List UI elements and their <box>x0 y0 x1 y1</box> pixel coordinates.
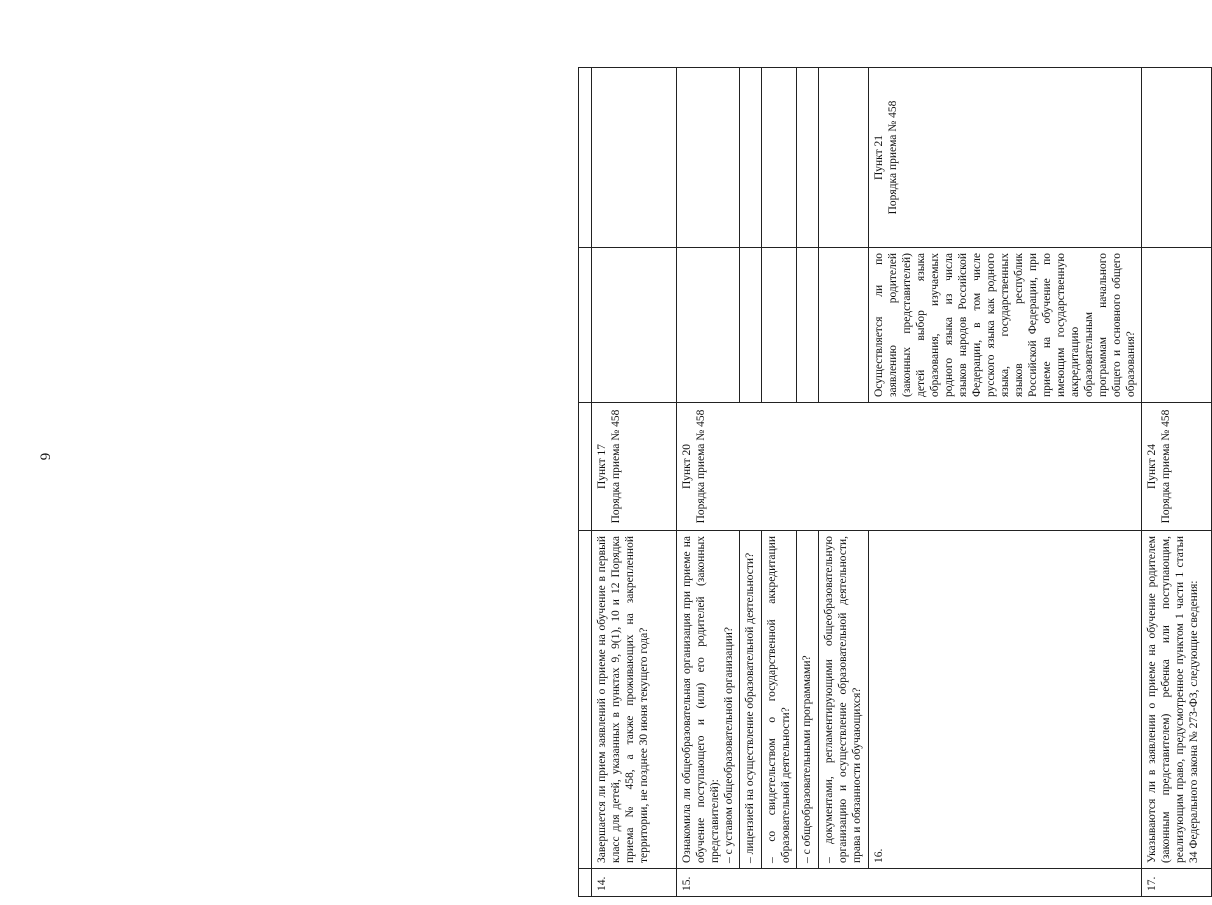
question-text: Завершается ли прием заявлений о приеме на обучение в первый класс для детей, указанных в пунктах 9, 9(1), 10 и 12 Порядка приема № 458, а также проживающих на закрепленной территории, не позднее 30 июня текущего года? <box>592 531 677 869</box>
reference-clause: Пункт 20 <box>681 443 693 490</box>
sub-question: – со свидетельством о государственной аккредитации образовательной деятельности? <box>762 531 797 869</box>
question-text: Ознакомила ли общеобразовательная организация при приеме на обучение поступающего и (или) его родителей (законных представителей): – с уставом общеобразовательной организации? <box>677 531 740 869</box>
reference-cell <box>592 403 677 531</box>
answer-cell <box>797 248 819 403</box>
reference-document: Порядка приема № 458 <box>695 409 707 524</box>
header-cell <box>579 869 592 897</box>
answer-cell <box>819 248 869 403</box>
header-cell <box>579 248 592 403</box>
sub-question: – лицензией на осуществление образовательной деятельности? <box>740 531 762 869</box>
header-cell <box>579 403 592 531</box>
table-row <box>592 68 677 897</box>
row-number: 15. <box>677 869 1142 897</box>
header-cell <box>579 531 592 869</box>
question-text: Осуществляется ли по заявлению родителей (законных представителей) детей выбор языка образования, изучаемых родного языка из числа языков народов Российской Федерации, в том числе русского языка как родного языка, государственных языков республик Российской Федерации, при приеме на обучение по имеющим государственную аккредитацию образовательным программам начального общего и основного общего образования? <box>869 248 1142 403</box>
header-cell <box>579 68 592 248</box>
reference-cell <box>677 403 1142 531</box>
sub-question: – документами, регламентирующими общеобразовательную организацию и осуществление образовательной деятельности, права и обязанности обучающихся? <box>819 531 869 869</box>
page-number: 6 <box>36 452 53 461</box>
reference-document: Порядка приема № 458 <box>1160 409 1172 524</box>
note-cell <box>762 68 797 248</box>
answer-cell <box>677 248 740 403</box>
row-number: 16. <box>869 531 1142 869</box>
reference-clause: Пункт 24 <box>1146 443 1158 490</box>
row-number: 17. <box>1142 869 1212 897</box>
table-row <box>1142 68 1212 897</box>
reference-cell <box>1142 403 1212 531</box>
row-number: 14. <box>592 869 677 897</box>
note-cell <box>592 68 677 248</box>
question-text: Указываются ли в заявлении о приеме на обучение родителем (законным представителем) ребенка или поступающим, реализующим право, предусмотренное пунктом 1 части 1 статьи 34 Федерального закона № 273-ФЗ, следующие сведения: <box>1142 531 1212 869</box>
answer-cell <box>740 248 762 403</box>
note-cell <box>677 68 740 248</box>
reference-clause: Пункт 21 <box>873 134 885 181</box>
checklist-table <box>578 67 1212 897</box>
answer-cell <box>1142 248 1212 403</box>
note-cell <box>797 68 819 248</box>
answer-cell <box>592 248 677 403</box>
reference-cell <box>869 68 1142 248</box>
sub-question: – с уставом общеобразовательной организации? <box>723 627 735 863</box>
table-header-row <box>579 68 592 897</box>
note-cell <box>740 68 762 248</box>
reference-document: Порядка приема № 458 <box>610 409 622 524</box>
reference-clause: Пункт 17 <box>596 443 608 490</box>
reference-document: Порядка приема № 458 <box>887 100 899 215</box>
answer-cell <box>762 248 797 403</box>
sub-question: – с общеобразовательными программами? <box>797 531 819 869</box>
checklist-table-container <box>578 68 1200 897</box>
table-row <box>677 68 740 897</box>
note-cell <box>1142 68 1212 248</box>
note-cell <box>819 68 869 248</box>
